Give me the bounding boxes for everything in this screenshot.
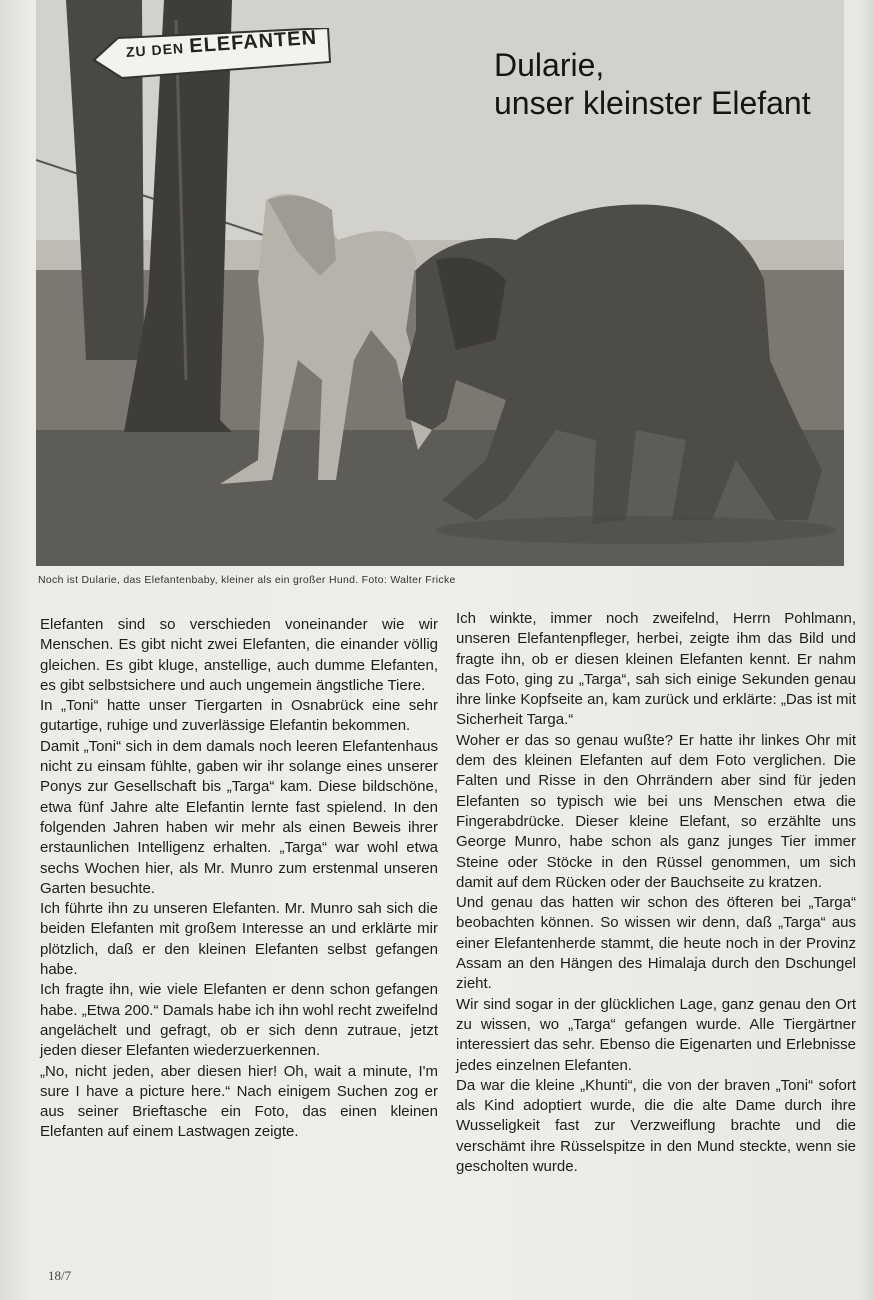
paragraph: Damit „Toni“ sich in dem damals noch leeren Elefantenhaus nicht zu einsam fühlte, gaben wir ihr solange eines unserer Ponys zur Gesellschaft bis „Targa“ kam. Diese bildschöne, etwa fünf Jahre alte Elefantin lernte fast spielend. In den folgenden Jahren haben wir mehr als einen Beweis ihrer erstaunlichen Intelligenz erhalten. „Targa“ war wohl etwa sechs Wochen hier, als Mr. Munro zum erstenmal unseren Garten besuchte. [40,737,438,897]
paragraph: Woher er das so genau wußte? Er hatte ihr linkes Ohr mit dem des kleinen Elefanten auf dem Foto verglichen. Die Falten und Risse in den Ohrrändern aber sind für jeden Elefanten so typisch wie bei uns Menschen etwa die Fingerabdrücke. Dieser kleine Elefant, so erzählte uns George Munro, habe schon als ganz junges Tier immer Steine oder Stöcke in den Rüssel genommen, um sich damit auf dem Rücken oder der Bauchseite zu kratzen. [456,731,856,891]
paragraph: Da war die kleine „Khunti“, die von der braven „Toni“ sofort als Kind adoptiert wurde, die die alte Dame durch ihre Wusseligkeit fast zur Verzweiflung brachte und die verschämt ihre Rüsselspitze in den Mund steckte, wenn sie gescholten wurde. [456,1076,856,1176]
photo-dog-and-baby-elephant [36,0,844,566]
headline-line-1: Dularie, [494,47,605,83]
paragraph: Ich führte ihn zu unseren Elefanten. Mr. Munro sah sich die beiden Elefanten mit großem Interesse an und erklärte mir plötzlich, daß er den kleinen Elefanten selbst gefangen habe. [40,900,438,979]
paragraph: „No, nicht jeden, aber diesen hier! Oh, wait a minute, I'm sure I have a picture here.“ Nach einigem Suchen zog er aus seiner Brieftasche ein Foto, das einen kleinen Elefanten auf einem Lastwagen zeigte. [40,1062,438,1141]
paragraph: Und genau das hatten wir schon des öfteren bei „Targa“ beobachten können. So wissen wir denn, daß „Targa“ aus einer Elefantenherde stammt, die heute noch in der Provinz Assam an den Hängen des Himalaja durch den Dschungel zieht. [456,894,856,993]
photo-caption: Noch ist Dularie, das Elefantenbaby, kleiner als ein großer Hund. Foto: Walter Fricke [38,574,456,586]
sign-text-small: ZU DEN [125,39,185,60]
headline-line-2: unser kleinster Elefant [494,85,811,121]
page-number: 18/7 [48,1268,72,1283]
direction-sign [92,28,332,80]
sign-text-big: ELEFANTEN [188,26,318,58]
paragraph: Wir sind sogar in der glücklichen Lage, ganz genau den Ort zu wissen, wo „Targa“ gefangen wurde. Alle Tiergärtner interessiert das sehr. Ebenso die Eigenarten und Erlebnisse jedes einzelnen Elefanten. [456,995,856,1074]
paragraph: Ich winkte, immer noch zweifelnd, Herrn Pohlmann, unseren Elefantenpfleger, herbei, zeigte ihm das Bild und fragte ihn, ob er diesen kleinen Elefanten kennt. Er nahm das Foto, ging zu „Targa“, sah sich einige Sekunden genau ihre linke Kopfseite an, kam zurück und erklärte: „Das ist mit Sicherheit Targa.“ [456,610,856,729]
paragraph: Ich fragte ihn, wie viele Elefanten er denn schon gefangen habe. „Etwa 200.“ Damals habe ich ihn wohl recht zweifelnd angelächelt und gefragt, ob er sich denn zutraue, jetzt jeden dieser Elefanten wiederzuerkennen. [40,981,438,1060]
article-headline [494,46,844,122]
paragraph: Elefanten sind so verschieden voneinander wie wir Menschen. Es gibt nicht zwei Elefanten, die einander völlig gleichen. Es gibt kluge, anstellige, auch dumme Elefanten, es gibt selbstsichere und auch ungemein ängstliche Tiere. [40,616,438,694]
paragraph: In „Toni“ hatte unser Tiergarten in Osnabrück eine sehr gutartige, ruhige und zuverlässige Elefantin bekommen. [40,697,438,735]
article-column-right [456,609,856,1177]
article-column-left [40,615,438,1143]
